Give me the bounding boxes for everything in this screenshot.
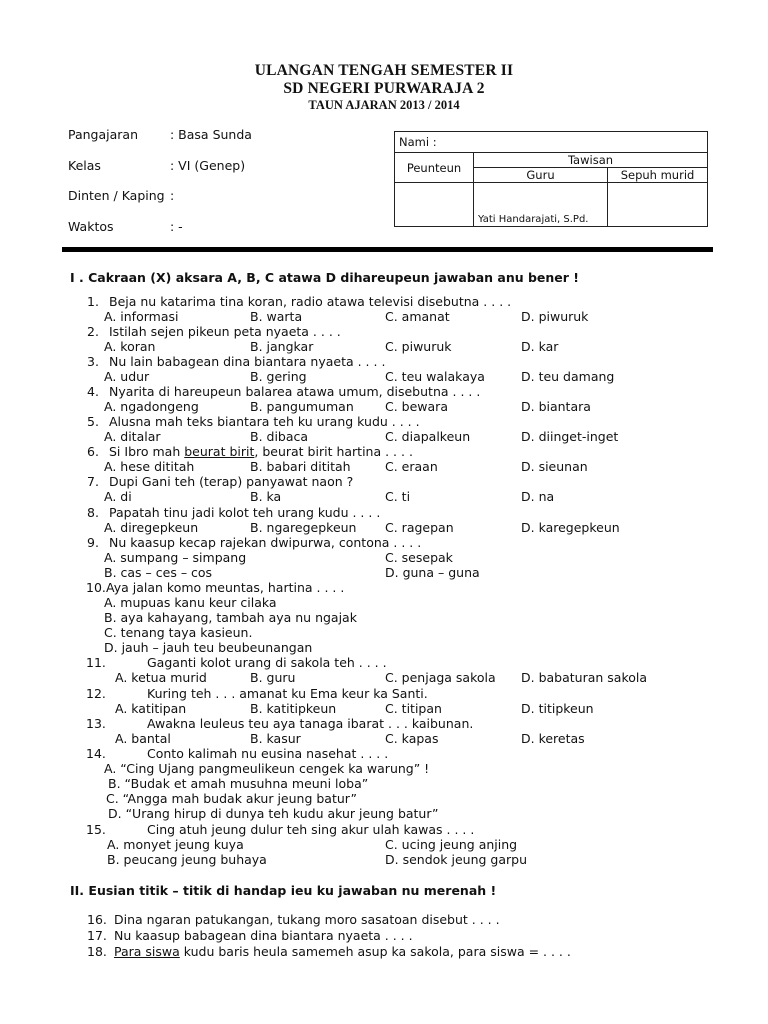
question-number: 8. <box>87 505 99 520</box>
question-number: 6. <box>87 444 99 459</box>
teacher-sign-cell: Yati Handarajati, S.Pd. <box>474 183 608 227</box>
question-number: 14. <box>86 746 106 761</box>
parent-sign-cell <box>608 183 708 227</box>
answer-option: D. biantara <box>521 399 591 414</box>
question-text <box>114 944 571 959</box>
question-number: 9. <box>87 535 99 550</box>
question-number: 7. <box>87 474 99 489</box>
answer-option: B. ka <box>250 489 282 504</box>
info-value: : - <box>170 219 183 234</box>
answer-option: D. titipkeun <box>521 701 594 716</box>
question-number: 10. <box>86 580 106 595</box>
answer-option: B. ngaregepkeun <box>250 520 357 535</box>
question-text <box>109 444 413 459</box>
answer-option: D. guna – guna <box>385 565 480 580</box>
question-text: Gaganti kolot urang di sakola teh . . . . <box>147 655 387 670</box>
answer-option: A. ketua murid <box>115 670 207 685</box>
question-text: Awakna leuleus teu aya tanaga ibarat . . . kaibunan. <box>147 716 474 731</box>
answer-option: D. sendok jeung garpu <box>385 852 527 867</box>
question-number: 15. <box>86 822 106 837</box>
answer-option: C. sesepak <box>385 550 453 565</box>
parent-header: Sepuh murid <box>608 168 708 183</box>
question-text: Beja nu katarima tina koran, radio atawa televisi disebutna . . . . <box>109 294 512 309</box>
answer-option: A. “Cing Ujang pangmeulikeun cengek ka warung” ! <box>104 761 430 776</box>
section-1-title: I . Cakraan (X) aksara A, B, C atawa D dihareupeun jawaban anu bener ! <box>70 270 579 285</box>
answer-option: B. warta <box>250 309 303 324</box>
answer-option: B. pangumuman <box>250 399 354 414</box>
answer-option: D. karegepkeun <box>521 520 620 535</box>
info-label: Dinten / Kaping <box>68 188 165 203</box>
teacher-header: Guru <box>474 168 608 183</box>
info-label: Waktos <box>68 219 114 234</box>
answer-option: C. penjaga sakola <box>385 670 496 685</box>
answer-option: B. “Budak et amah musuhna meuni loba” <box>108 776 369 791</box>
answer-option: D. sieunan <box>521 459 588 474</box>
answer-option: A. diregepkeun <box>104 520 199 535</box>
question-number: 11. <box>86 655 106 670</box>
question-text-rest: , beurat birit hartina . . . . <box>254 444 413 459</box>
question-text: Nu kaasup kecap rajekan dwipurwa, contona . . . . <box>109 535 422 550</box>
answer-option: B. peucang jeung buhaya <box>107 852 267 867</box>
answer-option: C. ti <box>385 489 411 504</box>
info-value: : VI (Genep) <box>170 158 246 173</box>
answer-option: B. katitipkeun <box>250 701 337 716</box>
answer-option: A. sumpang – simpang <box>104 550 247 565</box>
answer-option: D. na <box>521 489 555 504</box>
answer-option: C. ragepan <box>385 520 454 535</box>
answer-option: B. gering <box>250 369 307 384</box>
grade-table <box>394 131 708 227</box>
question-text: Kuring teh . . . amanat ku Ema keur ka Santi. <box>147 686 428 701</box>
divider-rule <box>62 247 713 252</box>
answer-option: D. kar <box>521 339 559 354</box>
underlined-phrase: Para siswa <box>114 944 180 959</box>
answer-option: B. guru <box>250 670 296 685</box>
question-number: 3. <box>87 354 99 369</box>
answer-option: D. piwuruk <box>521 309 589 324</box>
answer-option: A. hese dititah <box>104 459 195 474</box>
question-number: 17. <box>87 928 107 943</box>
info-label: Kelas <box>68 158 101 173</box>
answer-option: C. titipan <box>385 701 442 716</box>
answer-option: A. mupuas kanu keur cilaka <box>104 595 277 610</box>
question-number: 1. <box>87 294 99 309</box>
answer-option: A. monyet jeung kuya <box>107 837 244 852</box>
answer-option: C. tenang taya kasieun. <box>104 625 253 640</box>
question-number: 13. <box>86 716 106 731</box>
question-number: 18. <box>87 944 107 959</box>
answer-option: A. informasi <box>104 309 179 324</box>
question-text: Cing atuh jeung dulur teh sing akur ulah kawas . . . . <box>147 822 475 837</box>
exam-title: ULANGAN TENGAH SEMESTER II <box>254 62 514 79</box>
answer-option: C. teu walakaya <box>385 369 485 384</box>
answer-option: C. amanat <box>385 309 450 324</box>
answer-option: B. aya kahayang, tambah aya nu ngajak <box>104 610 357 625</box>
answer-option: B. babari dititah <box>250 459 351 474</box>
question-text: Nu lain babagean dina biantara nyaeta . . . . <box>109 354 386 369</box>
question-text: Istilah sejen pikeun peta nyaeta . . . . <box>109 324 341 339</box>
question-text: Alusna mah teks biantara teh ku urang kudu . . . . <box>109 414 420 429</box>
answer-option: C. eraan <box>385 459 438 474</box>
answer-option: A. bantal <box>115 731 171 746</box>
answer-option: A. di <box>104 489 132 504</box>
question-text: Conto kalimah nu eusina nasehat . . . . <box>147 746 389 761</box>
question-number: 16. <box>87 912 107 927</box>
question-number: 5. <box>87 414 99 429</box>
answer-option: C. ucing jeung anjing <box>385 837 518 852</box>
answer-option: C. diapalkeun <box>385 429 471 444</box>
answer-option: B. jangkar <box>250 339 314 354</box>
answer-option: B. kasur <box>250 731 301 746</box>
question-text: Nu kaasup babagean dina biantara nyaeta . . . . <box>114 928 413 943</box>
answer-option: C. piwuruk <box>385 339 452 354</box>
question-text: Nyarita di hareupeun balarea atawa umum, disebutna . . . . <box>109 384 481 399</box>
info-value: : <box>170 188 175 203</box>
answer-option: D. teu damang <box>521 369 615 384</box>
school-year: TAUN AJARAN 2013 / 2014 <box>308 98 460 112</box>
question-number: 4. <box>87 384 99 399</box>
answer-option: D. diinget-inget <box>521 429 619 444</box>
score-cell <box>395 183 474 227</box>
answer-option: B. dibaca <box>250 429 309 444</box>
name-cell: Nami : <box>395 132 708 153</box>
question-text: Dina ngaran patukangan, tukang moro sasatoan disebut . . . . <box>114 912 500 927</box>
score-header: Peunteun <box>395 153 474 183</box>
answer-option: A. katitipan <box>115 701 187 716</box>
question-number: 2. <box>87 324 99 339</box>
question-text-pre: Si Ibro mah <box>109 444 185 459</box>
info-label: Pangajaran <box>68 127 139 142</box>
answer-option: A. ditalar <box>104 429 161 444</box>
answer-option: A. ngadongeng <box>104 399 199 414</box>
answer-option: C. “Angga mah budak akur jeung batur” <box>106 791 357 806</box>
info-value: : Basa Sunda <box>170 127 252 142</box>
answer-option: D. keretas <box>521 731 585 746</box>
answer-option: C. kapas <box>385 731 439 746</box>
question-text: Papatah tinu jadi kolot teh urang kudu . . . . <box>109 505 381 520</box>
answer-option: A. udur <box>104 369 150 384</box>
question-text-rest: kudu baris heula samemeh asup ka sakola, para siswa = . . . . <box>179 944 571 959</box>
answer-option: D. “Urang hirup di dunya teh kudu akur jeung batur” <box>108 806 439 821</box>
sign-header: Tawisan <box>474 153 708 168</box>
question-text: Aya jalan komo meuntas, hartina . . . . <box>106 580 345 595</box>
question-text: Dupi Gani teh (terap) panyawat naon ? <box>109 474 354 489</box>
answer-option: D. babaturan sakola <box>521 670 648 685</box>
section-2-title: II. Eusian titik – titik di handap ieu ku jawaban nu merenah ! <box>70 883 497 898</box>
answer-option: A. koran <box>104 339 156 354</box>
answer-option: D. jauh – jauh teu beubeunangan <box>104 640 313 655</box>
question-number: 12. <box>86 686 106 701</box>
underlined-phrase: beurat birit <box>184 444 255 459</box>
school-name: SD NEGERI PURWARAJA 2 <box>283 80 485 97</box>
answer-option: C. bewara <box>385 399 448 414</box>
answer-option: B. cas – ces – cos <box>104 565 213 580</box>
